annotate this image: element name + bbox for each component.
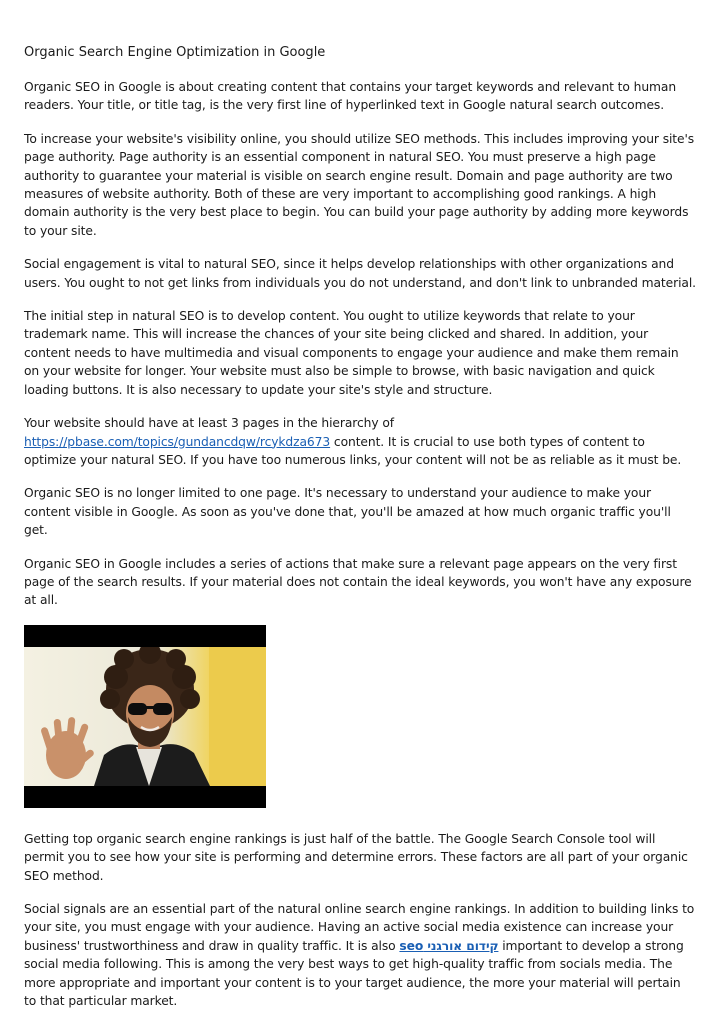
paragraph-with-link	[24, 414, 696, 469]
paragraph-1: Organic SEO in Google is about creating content that contains your target keywords and relevant to human readers. Your title, or title tag, is the very first line of hyperlinked text in Google natural search outcomes.	[24, 80, 677, 113]
paragraph-text: important to develop a strong social media following. This is among the very best ways to get high-quality traffic from socials media. The more appropriate and important your content is to your target audience, the more your material will pertain to that particular market.	[24, 938, 684, 1008]
paragraph-4: The initial step in natural SEO is to develop content. You ought to utilize keywords that relate to your trademark name. This will increase the chances of your site being clicked and shared. In addition, your content needs to have multimedia and visual components to engage your audience and make them remain on your website for longer. Your website must also be simple to browse, with basic navigation and quick loading buttons. It is also necessary to update your site's style and structure.	[24, 309, 679, 397]
paragraph-text: Social signals are an essential part of the natural online search engine rankings. In addition to building links to your site, you must engage with your audience. Having an active social media existence can increase your business' trustworthiness and draw in quality traffic. It is also	[24, 901, 695, 953]
paragraph-2: To increase your website's visibility online, you should utilize SEO methods. This includes improving your site's page authority. Page authority is an essential component in natural SEO. You must preserve a high page authority to guarantee your material is visible on search engine result. Domain and page authority are two measures of website authority. Both of these are very important to accomplishing good rankings. A high domain authority is the very best place to begin. You can build your page authority by adding more keywords to your site.	[24, 131, 695, 238]
article	[24, 44, 696, 1025]
paragraph-text: Your website should have at least 3 pages in the hierarchy of	[24, 416, 394, 431]
man-with-sunglasses-image	[24, 647, 266, 786]
pbase-link[interactable]: https://pbase.com/topics/gundancdqw/rcykdza673	[24, 434, 331, 449]
photo-image	[24, 647, 266, 786]
article-title: Organic Search Engine Optimization in Google	[24, 45, 326, 60]
paragraph-text: content. It is crucial to use both types of content to optimize your natural SEO. If you have too numerous links, your content will not be as reliable as it must be.	[24, 434, 682, 467]
paragraph-3: Social engagement is vital to natural SEO, since it helps develop relationships with other organizations and users. You ought to not get links from individuals you do not understand, and don't link to unbranded material.	[24, 257, 696, 290]
paragraph-6: Organic SEO is no longer limited to one page. It's necessary to understand your audience to make your content visible in Google. As soon as you've done that, you'll be amazed at how much organic traffic you'll get.	[24, 486, 671, 538]
seo-hebrew-link[interactable]: קידום אורגני seo	[399, 938, 499, 953]
paragraph-7: Organic SEO in Google includes a series of actions that make sure a relevant page appears on the very first page of the search results. If your material does not contain the ideal keywords, you won't have any exposure at all.	[24, 556, 692, 608]
paragraph-8: Getting top organic search engine rankings is just half of the battle. The Google Search Console tool will permit you to see how your site is performing and determine errors. These factors are all part of your organic SEO method.	[24, 831, 688, 883]
paragraph-with-hebrew-link	[24, 900, 696, 1010]
article-photo	[24, 625, 266, 808]
